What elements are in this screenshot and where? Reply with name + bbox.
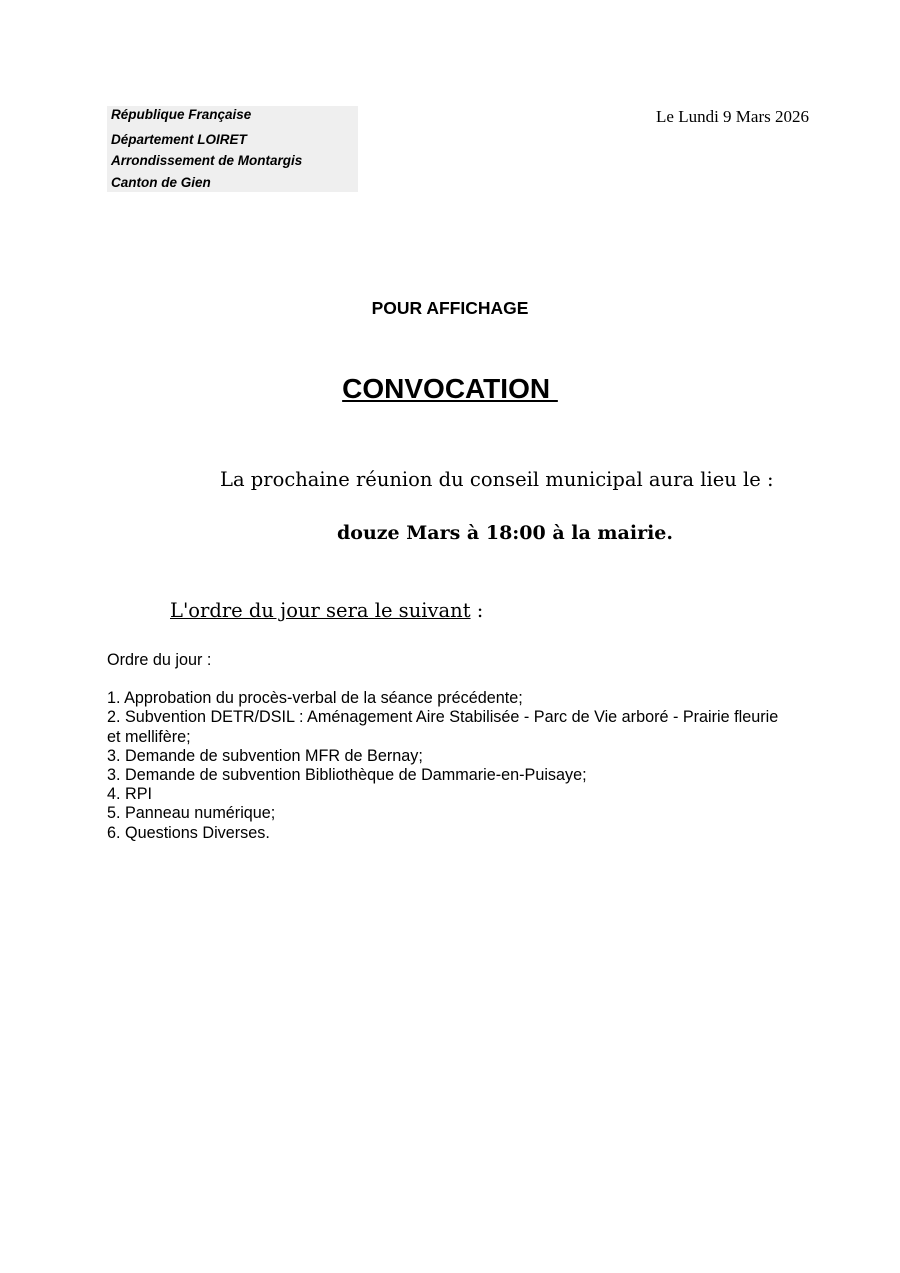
agenda-item: 6. Questions Diverses. xyxy=(107,823,270,842)
agenda-heading-suffix: : xyxy=(470,599,484,622)
agenda-item: 3. Demande de subvention Bibliothèque de Dammarie-en-Puisaye; xyxy=(107,766,587,785)
agenda-title: Ordre du jour : xyxy=(107,651,212,669)
meeting-date-place: douze Mars à 18:00 à la mairie. xyxy=(337,522,673,544)
posting-label: POUR AFFICHAGE xyxy=(371,298,529,318)
agenda-item: 3. Demande de subvention MFR de Bernay; xyxy=(107,746,423,765)
document-date: Le Lundi 9 Mars 2026 xyxy=(656,107,809,126)
agenda-item: 2. Subvention DETR/DSIL : Aménagement Aire Stabilisée - Parc de Vie arboré - Prairie fleurie et mellifère; xyxy=(107,708,779,746)
agenda-list xyxy=(107,689,787,843)
agenda-item: 5. Panneau numérique; xyxy=(107,804,276,823)
agenda-section xyxy=(107,651,787,843)
letterhead-block xyxy=(107,106,358,192)
letterhead-republique: République Française xyxy=(111,107,252,122)
letterhead-departement: Département LOIRET xyxy=(111,132,247,147)
agenda-item: 1. Approbation du procès-verbal de la séance précédente; xyxy=(107,689,523,708)
letterhead-canton: Canton de Gien xyxy=(111,175,211,190)
letterhead-arrondissement: Arrondissement de Montargis xyxy=(111,153,303,168)
document-title: CONVOCATION xyxy=(342,373,558,404)
agenda-heading-text: L'ordre du jour sera le suivant xyxy=(170,599,471,622)
meeting-intro: La prochaine réunion du conseil municipal aura lieu le : xyxy=(220,468,774,491)
agenda-heading xyxy=(170,599,483,622)
agenda-item: 4. RPI xyxy=(107,785,152,804)
